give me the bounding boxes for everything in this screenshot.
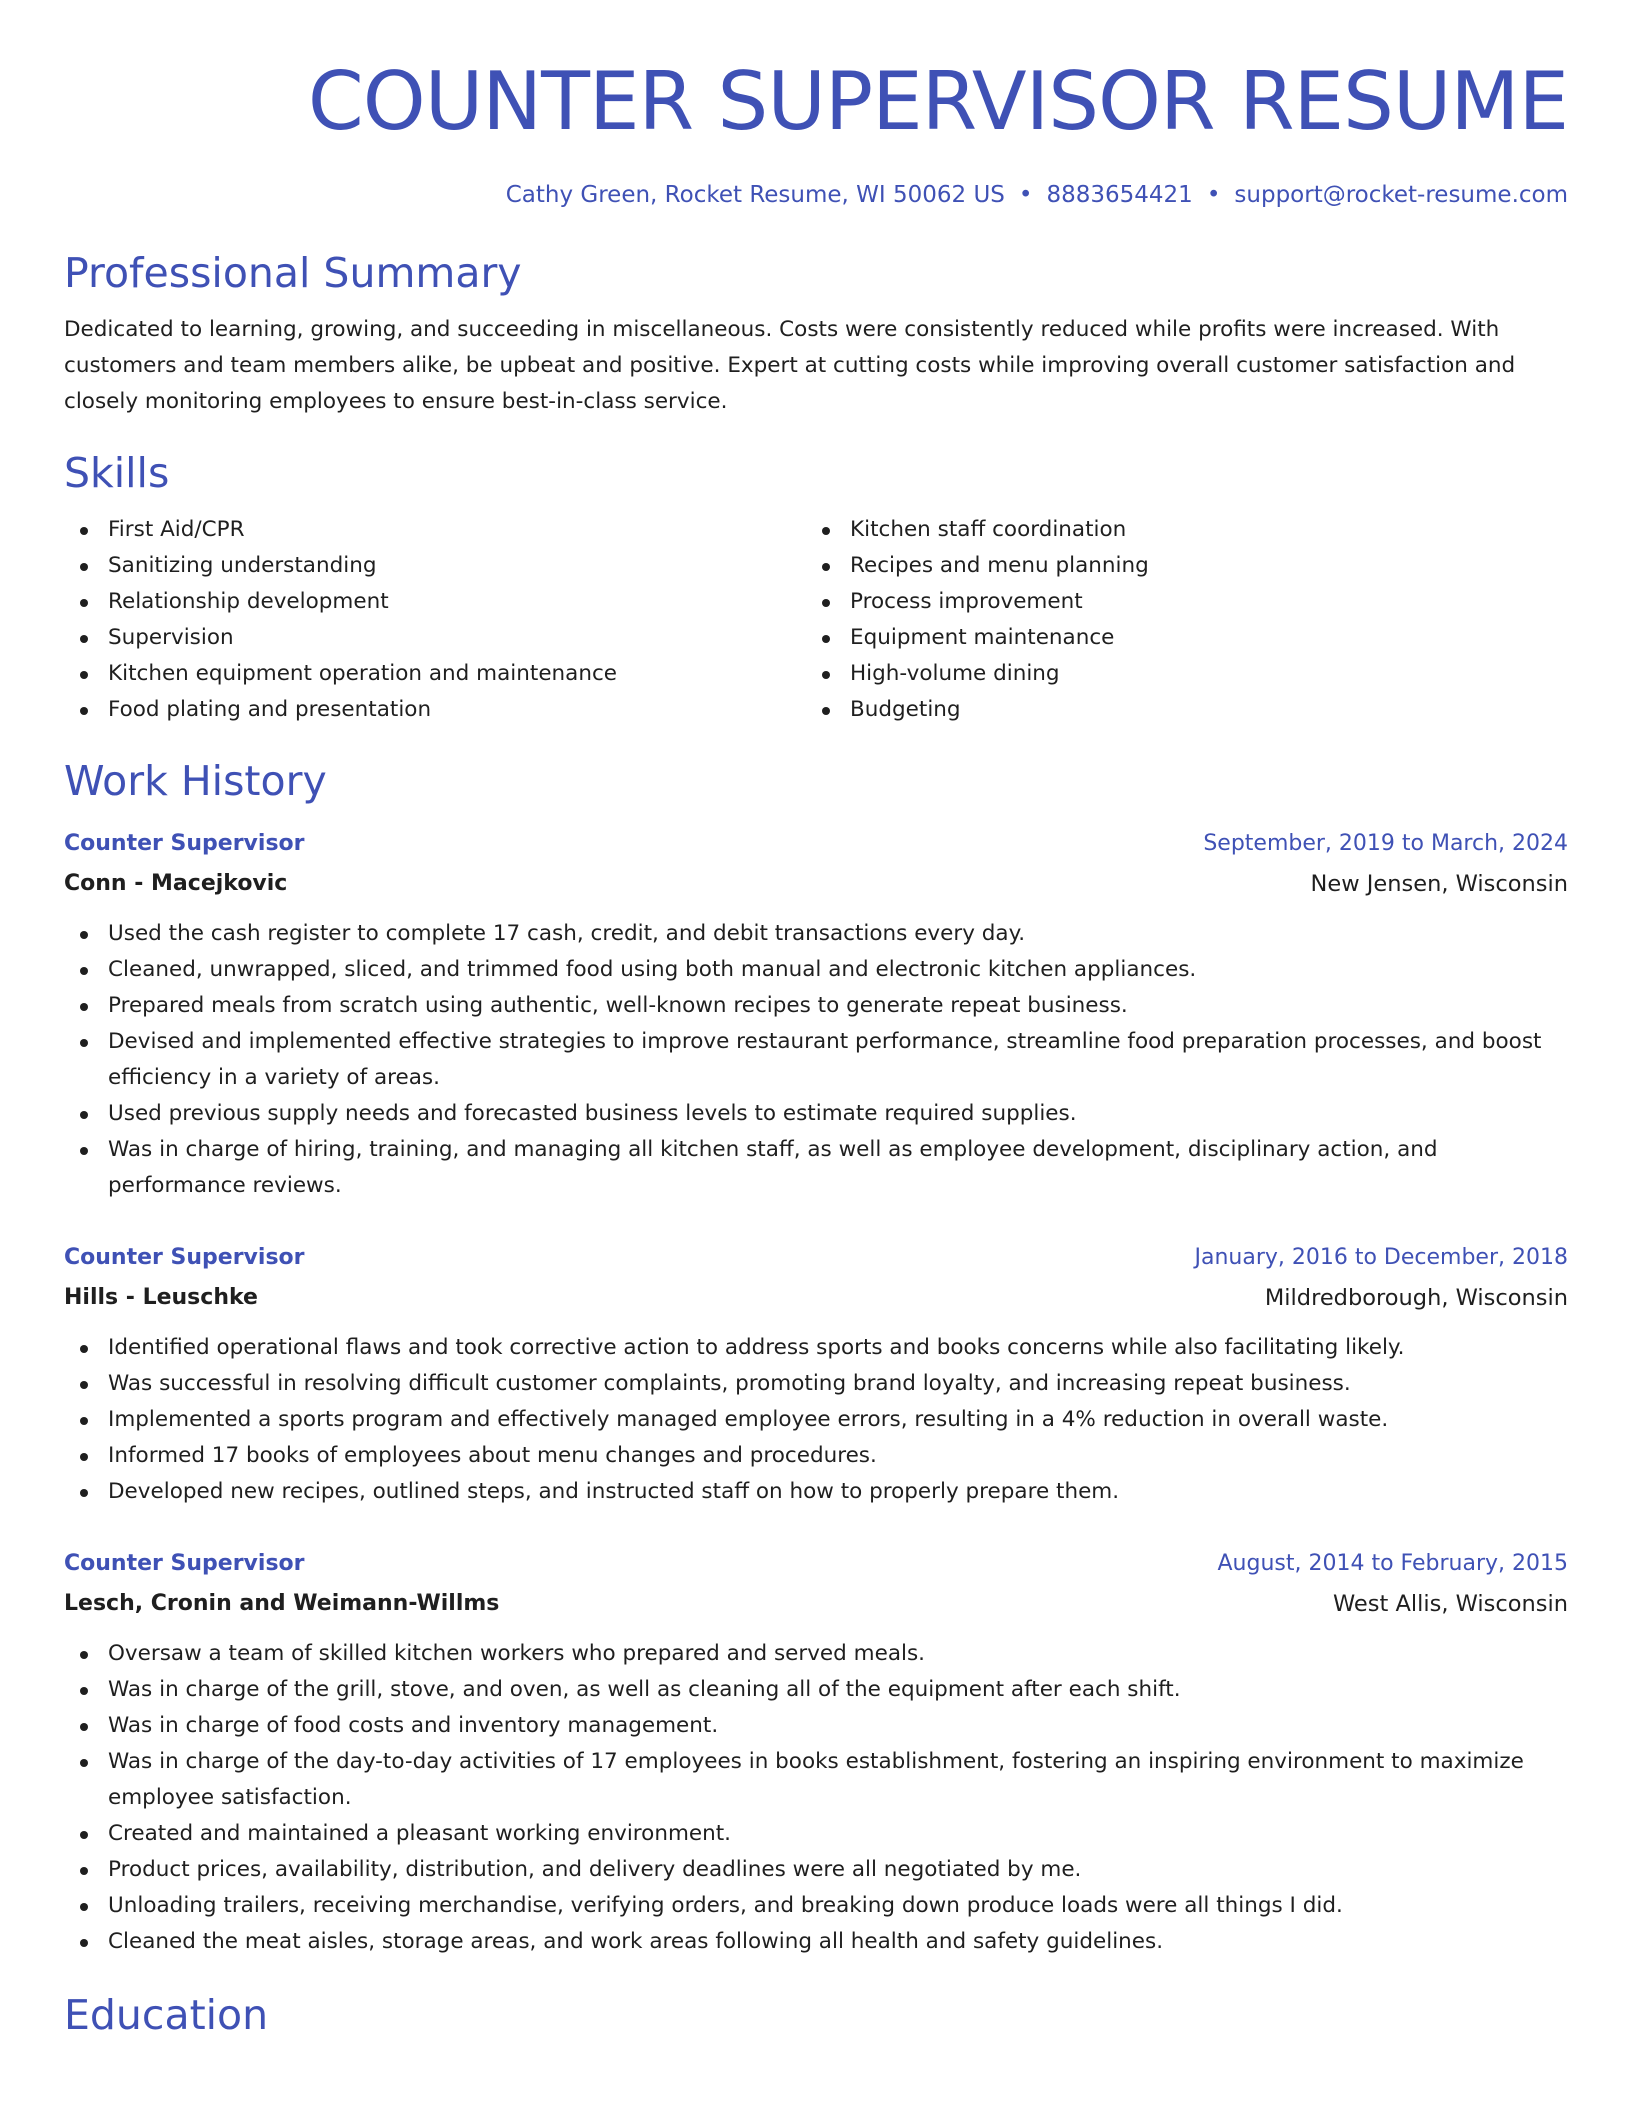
education-heading: Education bbox=[64, 1991, 269, 2039]
job-bullets bbox=[64, 1636, 1568, 1960]
skill-item: Recipes and menu planning bbox=[806, 548, 1548, 584]
job-employer-row bbox=[64, 1278, 1568, 1318]
job-bullet: Was in charge of the grill, stove, and oven, as well as cleaning all of the equipment after each shift. bbox=[64, 1672, 1568, 1708]
contact-address: Cathy Green, Rocket Resume, WI 50062 US bbox=[505, 182, 1005, 208]
job-bullet: Created and maintained a pleasant working environment. bbox=[64, 1816, 1568, 1852]
job-header-row bbox=[64, 1238, 1568, 1278]
job-bullet: Devised and implemented effective strategies to improve restaurant performance, streamline food preparation processes, and boost efficiency in a variety of areas. bbox=[64, 1024, 1568, 1096]
job-bullet: Was successful in resolving difficult customer complaints, promoting brand loyalty, and increasing repeat business. bbox=[64, 1366, 1568, 1402]
job-bullet: Cleaned, unwrapped, sliced, and trimmed food using both manual and electronic kitchen appliances. bbox=[64, 952, 1568, 988]
job-title: Counter Supervisor bbox=[64, 1245, 305, 1270]
skills-grid bbox=[64, 512, 1568, 728]
skill-item: Relationship development bbox=[64, 584, 806, 620]
skill-item: Process improvement bbox=[806, 584, 1548, 620]
job-bullets bbox=[64, 916, 1568, 1204]
job-bullet: Cleaned the meat aisles, storage areas, and work areas following all health and safety guidelines. bbox=[64, 1924, 1568, 1960]
summary-heading: Professional Summary bbox=[64, 249, 522, 297]
summary-text: Dedicated to learning, growing, and succeeding in miscellaneous. Costs were consistently reduced while profits were increased. With customers and team members alike, be upbeat and positive. Expert at cutting costs while improving overall customer satisfaction and closely monitoring employees to ensure best-in-class service. bbox=[64, 317, 1516, 414]
resume-page bbox=[64, 0, 1568, 2040]
skill-item: High-volume dining bbox=[806, 656, 1548, 692]
job-bullet: Identified operational flaws and took corrective action to address sports and books concerns while also facilitating likely. bbox=[64, 1330, 1568, 1366]
job-employer-row bbox=[64, 864, 1568, 904]
job-header-row bbox=[64, 824, 1568, 864]
job-dates: August, 2014 to February, 2015 bbox=[1217, 1551, 1568, 1576]
job-bullet: Used the cash register to complete 17 cash, credit, and debit transactions every day. bbox=[64, 916, 1568, 952]
skill-item: Budgeting bbox=[806, 692, 1548, 728]
job-bullet: Informed 17 books of employees about menu changes and procedures. bbox=[64, 1438, 1568, 1474]
contact-line bbox=[64, 180, 1568, 210]
contact-separator: • bbox=[1018, 182, 1033, 208]
skill-item: Kitchen equipment operation and maintenance bbox=[64, 656, 806, 692]
job-location: West Allis, Wisconsin bbox=[1333, 1591, 1568, 1617]
job-bullet: Was in charge of hiring, training, and managing all kitchen staff, as well as employee development, disciplinary action, and performance reviews. bbox=[64, 1132, 1568, 1204]
job-bullet: Was in charge of the day-to-day activities of 17 employees in books establishment, fostering an inspiring environment to maximize employee satisfaction. bbox=[64, 1744, 1568, 1816]
job-bullet: Used previous supply needs and forecasted business levels to estimate required supplies. bbox=[64, 1096, 1568, 1132]
job-title: Counter Supervisor bbox=[64, 1551, 305, 1576]
job-company: Lesch, Cronin and Weimann-Willms bbox=[64, 1591, 500, 1616]
job-employer-row bbox=[64, 1584, 1568, 1624]
job-entry bbox=[64, 1238, 1568, 1510]
skill-item: First Aid/CPR bbox=[64, 512, 806, 548]
skills-left-column bbox=[64, 512, 806, 728]
contact-separator: • bbox=[1206, 182, 1221, 208]
resume-title: COUNTER SUPERVISOR RESUME bbox=[307, 55, 1568, 148]
skill-item: Equipment maintenance bbox=[806, 620, 1548, 656]
job-bullet: Product prices, availability, distribution, and delivery deadlines were all negotiated by me. bbox=[64, 1852, 1568, 1888]
job-dates: September, 2019 to March, 2024 bbox=[1203, 831, 1568, 856]
job-bullet: Unloading trailers, receiving merchandise, verifying orders, and breaking down produce loads were all things I did. bbox=[64, 1888, 1568, 1924]
work-history-heading: Work History bbox=[64, 757, 327, 805]
job-entry bbox=[64, 1544, 1568, 1960]
job-bullet: Implemented a sports program and effectively managed employee errors, resulting in a 4% reduction in overall waste. bbox=[64, 1402, 1568, 1438]
contact-email: support@rocket-resume.com bbox=[1234, 182, 1568, 208]
job-bullet: Prepared meals from scratch using authentic, well-known recipes to generate repeat business. bbox=[64, 988, 1568, 1024]
work-history-list bbox=[64, 824, 1568, 1960]
skill-item: Sanitizing understanding bbox=[64, 548, 806, 584]
job-entry bbox=[64, 824, 1568, 1204]
skills-heading: Skills bbox=[64, 449, 170, 497]
job-location: New Jensen, Wisconsin bbox=[1310, 871, 1568, 897]
skills-right-column bbox=[806, 512, 1548, 728]
skill-item: Kitchen staff coordination bbox=[806, 512, 1548, 548]
skill-item: Supervision bbox=[64, 620, 806, 656]
job-bullets bbox=[64, 1330, 1568, 1510]
contact-phone: 8883654421 bbox=[1046, 182, 1193, 208]
job-dates: January, 2016 to December, 2018 bbox=[1194, 1245, 1568, 1270]
job-bullet: Oversaw a team of skilled kitchen workers who prepared and served meals. bbox=[64, 1636, 1568, 1672]
job-location: Mildredborough, Wisconsin bbox=[1264, 1285, 1568, 1311]
job-bullet: Developed new recipes, outlined steps, and instructed staff on how to properly prepare them. bbox=[64, 1474, 1568, 1510]
skill-item: Food plating and presentation bbox=[64, 692, 806, 728]
job-bullet: Was in charge of food costs and inventory management. bbox=[64, 1708, 1568, 1744]
job-title: Counter Supervisor bbox=[64, 831, 305, 856]
job-header-row bbox=[64, 1544, 1568, 1584]
job-company: Hills - Leuschke bbox=[64, 1285, 258, 1310]
job-company: Conn - Macejkovic bbox=[64, 871, 288, 896]
